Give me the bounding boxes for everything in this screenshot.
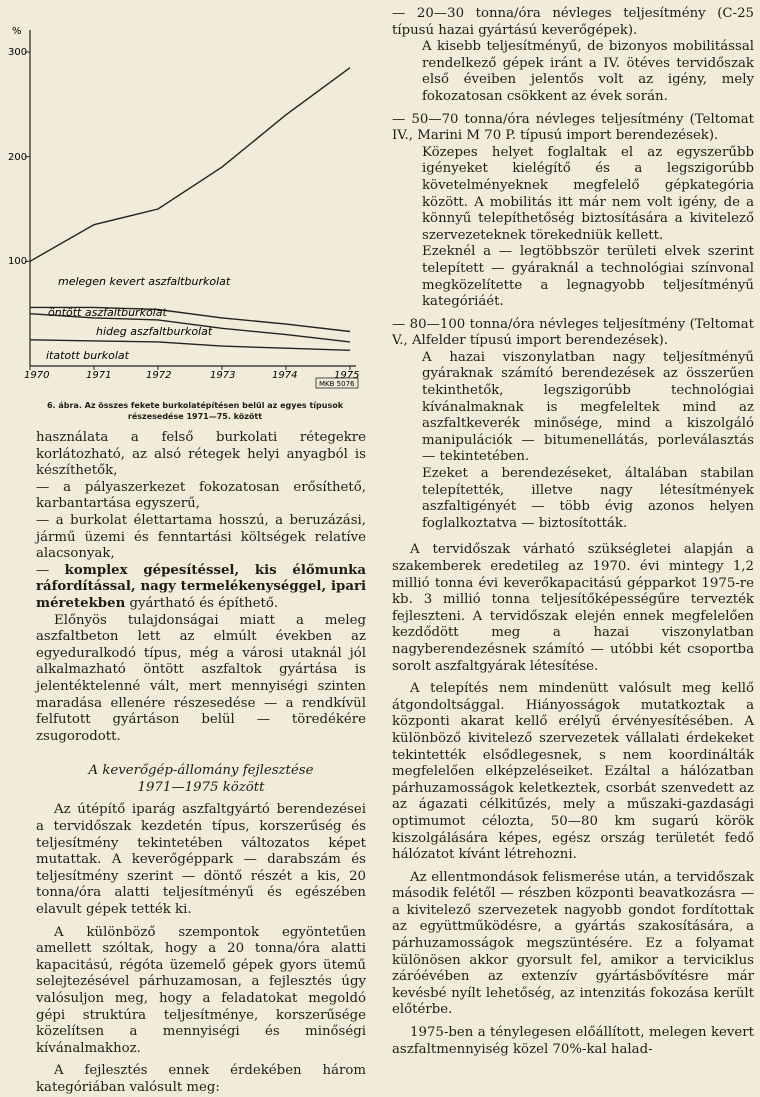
section-title-2: 1971—1975 között <box>137 779 265 795</box>
bullet-item: — komplex gépesítéssel, kis élőmunka ráfordítással, nagy termelékenységgel, ipari méretekben gyártható és építhető. <box>36 562 366 611</box>
right-column <box>392 6 754 1058</box>
list-item-body: Közepes helyet foglaltak el az egyszerűbb igényeket kielégítő és a legszigorúbb követelményeknek megfelelő gépkategória között. A mobilitás itt már nem volt igény, de a könnyű telepíthetőség biztosítására a kivitelező szervezeteknek törekedniük kellett. <box>422 144 754 243</box>
list-item-head: — 50—70 tonna/óra névleges teljesítmény (Teltomat IV., Marini M 70 P. típusú import berendezések). <box>392 111 754 144</box>
list-item-body: A kisebb teljesítményű, de bizonyos mobilitással rendelkező gépek iránt a IV. ötéves tervidőszak első éveiben jelentős volt az igény, mely fokozatosan csökkent az évek során. <box>422 39 754 104</box>
bullet-dash: — <box>36 479 64 495</box>
caption-line-2: részesedése 1971—75. között <box>127 412 263 421</box>
x-tick-1973: 1973 <box>210 370 236 381</box>
figure-caption <box>30 400 360 422</box>
series-line-hot-mix <box>30 68 350 262</box>
y-tick-300: 300 <box>8 47 28 58</box>
paragraph: A tervidőszak várható szükségletei alapján a szakemberek eredetileg az 1970. évi mintegy 1,2 millió tonna évi keverőkapacitású gépparkot 1975-re kb. 3 millió tonna teljesítőképességűre tervezték fejleszteni. A tervidőszak elején ennek megfelelően kezdődött meg a hazai viszonylatban nagyberendezésnek számító — utóbbi két csoportba sorolt aszfaltgyárak létesítése. <box>392 542 754 674</box>
series-label-cast: öntött aszfaltburkolat <box>48 306 167 319</box>
series-label-cold: hideg aszfaltburkolat <box>96 325 213 338</box>
y-tick-100: 100 <box>8 256 28 267</box>
bullet-dash: — <box>392 6 417 21</box>
paragraph: Az útépítő iparág aszfaltgyártó berendezései a tervidőszak kezdetén típus, korszerűség és teljesítmény tekintetében változatos képet mutattak. A keverőgéppark — darabszám és teljesítmény szerint — döntő részét a kis, 20 tonna/óra alatti teljesítményű és egészében elavult gépek tették ki. <box>36 802 366 918</box>
series-label-hot-mix: melegen kevert aszfaltburkolat <box>58 275 231 288</box>
list-item-body: Ezeknél a — legtöbbször területi elvek szerint telepített — gyáraknál a technológiai színvonal megközelítette a legnagyobb teljesítményű kategóriáét. <box>422 244 754 310</box>
list-item-head: — 80—100 tonna/óra névleges teljesítmény (Teltomat V., Alfelder típusú import berendezések). <box>392 316 754 349</box>
paragraph: A különböző szempontok egyöntetűen amellett szóltak, hogy a 20 tonna/óra alatti kapacitású, régóta üzemelő gépek gyors ütemű selejtezésével párhuzamosan, a fejlesztés úgy valósuljon meg, hogy a feladatokat megoldó gépi struktúra teljesítménye, korszerűsége közelítsen a mennyiségi és minőségi kívánalmakhoz. <box>36 924 366 1056</box>
bullet-item: — a burkolat élettartama hosszú, a beruzázási, jármű üzemi és fenntartási költségek relatíve alacsonyak, <box>36 512 366 562</box>
paragraph: 1975-ben a ténylegesen előállított, melegen kevert aszfaltmennyiség közel 70%-kal halad- <box>392 1025 754 1057</box>
y-tick-200: 200 <box>8 152 28 163</box>
paragraph: A fejlesztés ennek érdekében három kategóriában valósult meg: <box>36 1063 366 1095</box>
paragraph: A telepítés nem mindenütt valósult meg kellő átgondoltsággal. Hiányosságok mutatkoztak a központi akarat kellő erélyű érvényesítésében. A különböző kivitelező szervezetek vállalati érdekeket tekintették elsődlegesnek, s nem koordinálták megfelelően elképzeléseiket. Ezáltal a hálózatban párhuzamosságok keletkeztek, csorbát szenvedett az az ágazati célkitűzés, mely a műszaki-gazdasági optimumot célozta, 50—80 km sugarú körök kiszolgálására képes, egész ország területét fedő hálózatot kívánt létrehozni. <box>392 681 754 863</box>
y-axis-label: % <box>12 26 22 37</box>
list-item-head: — 20—30 tonna/óra névleges teljesítmény (C-25 típusú hazai gyártású keverőgépek). <box>392 6 754 38</box>
section-title-1: A keverőgép-állomány fejlesztése <box>88 763 314 779</box>
figure <box>0 0 372 421</box>
x-tick-1970: 1970 <box>24 370 50 381</box>
x-tick-1972: 1972 <box>146 370 172 381</box>
bullet-dash: — <box>392 316 410 332</box>
left-text <box>36 430 366 1097</box>
bullet-dash: — <box>392 111 412 127</box>
series-label-soaked: itatott burkolat <box>46 349 129 362</box>
x-tick-1975: 1975 <box>334 370 360 381</box>
bullet-dash: — <box>36 562 65 578</box>
stamp: MKB 5076 <box>319 380 355 388</box>
line-chart <box>0 0 372 398</box>
left-column <box>0 0 372 1095</box>
paragraph: használata a felső burkolati rétegekre korlátozható, az alsó rétegek helyi anyagból is készíthetők, <box>36 430 366 479</box>
x-tick-1971: 1971 <box>86 370 112 381</box>
list-item-body: A hazai viszonylatban nagy teljesítményű gyáraknak számító berendezések az összerűen tekinthetők, legszigorúbb technológiai kívánalmaknak is megfeleltek mind az aszfaltkeverék minősége, mind a kiszolgáló manipulációk — bitumenellátás, porleválasztás — tekintetében. <box>422 349 754 465</box>
bullet-dash: — <box>36 512 56 528</box>
paragraph: Az ellentmondások felismerése után, a tervidőszak második felétől — részben központi beavatkozásra — a kivitelező szervezetek nagyobb gondot fordítottak az együttműködésre, a gyártás szakosítására, a párhuzamosságok megszüntésére. Ez a folyamat különösen akkor gyorsult fel, amikor a terviciklus záróévében az extenzív gyártásbővítésre már kevésbé nyílt lehetőség, az intenzitás fokozása került előtérbe. <box>392 869 754 1018</box>
bullet-item: — a pályaszerkezet fokozatosan erősíthető, karbantartása egyszerű, <box>36 479 367 512</box>
x-tick-1974: 1974 <box>272 370 298 381</box>
list-item-body: Ezeket a berendezéseket, általában stabilan telepítették, illetve nagy létesítmények aszfaltigényét — több évig azonos helyen foglalkoztatva — biztosították. <box>422 466 754 531</box>
paragraph: Előnyös tulajdonságai miatt a meleg aszfaltbeton lett az elmúlt években az egyeduralkodó típus, még a városi utaknál jól alkalmazható öntött aszfaltok gyártása is jelentéktelenné vált, mert mennyiségi szinten maradása ellenére részesedése — a rendkívül felfutott gyártáson belül — töredékére zsugorodott. <box>36 612 366 744</box>
caption-line-1: 6. ábra. Az összes fekete burkolatépítésen belül az egyes típusok <box>46 401 344 410</box>
